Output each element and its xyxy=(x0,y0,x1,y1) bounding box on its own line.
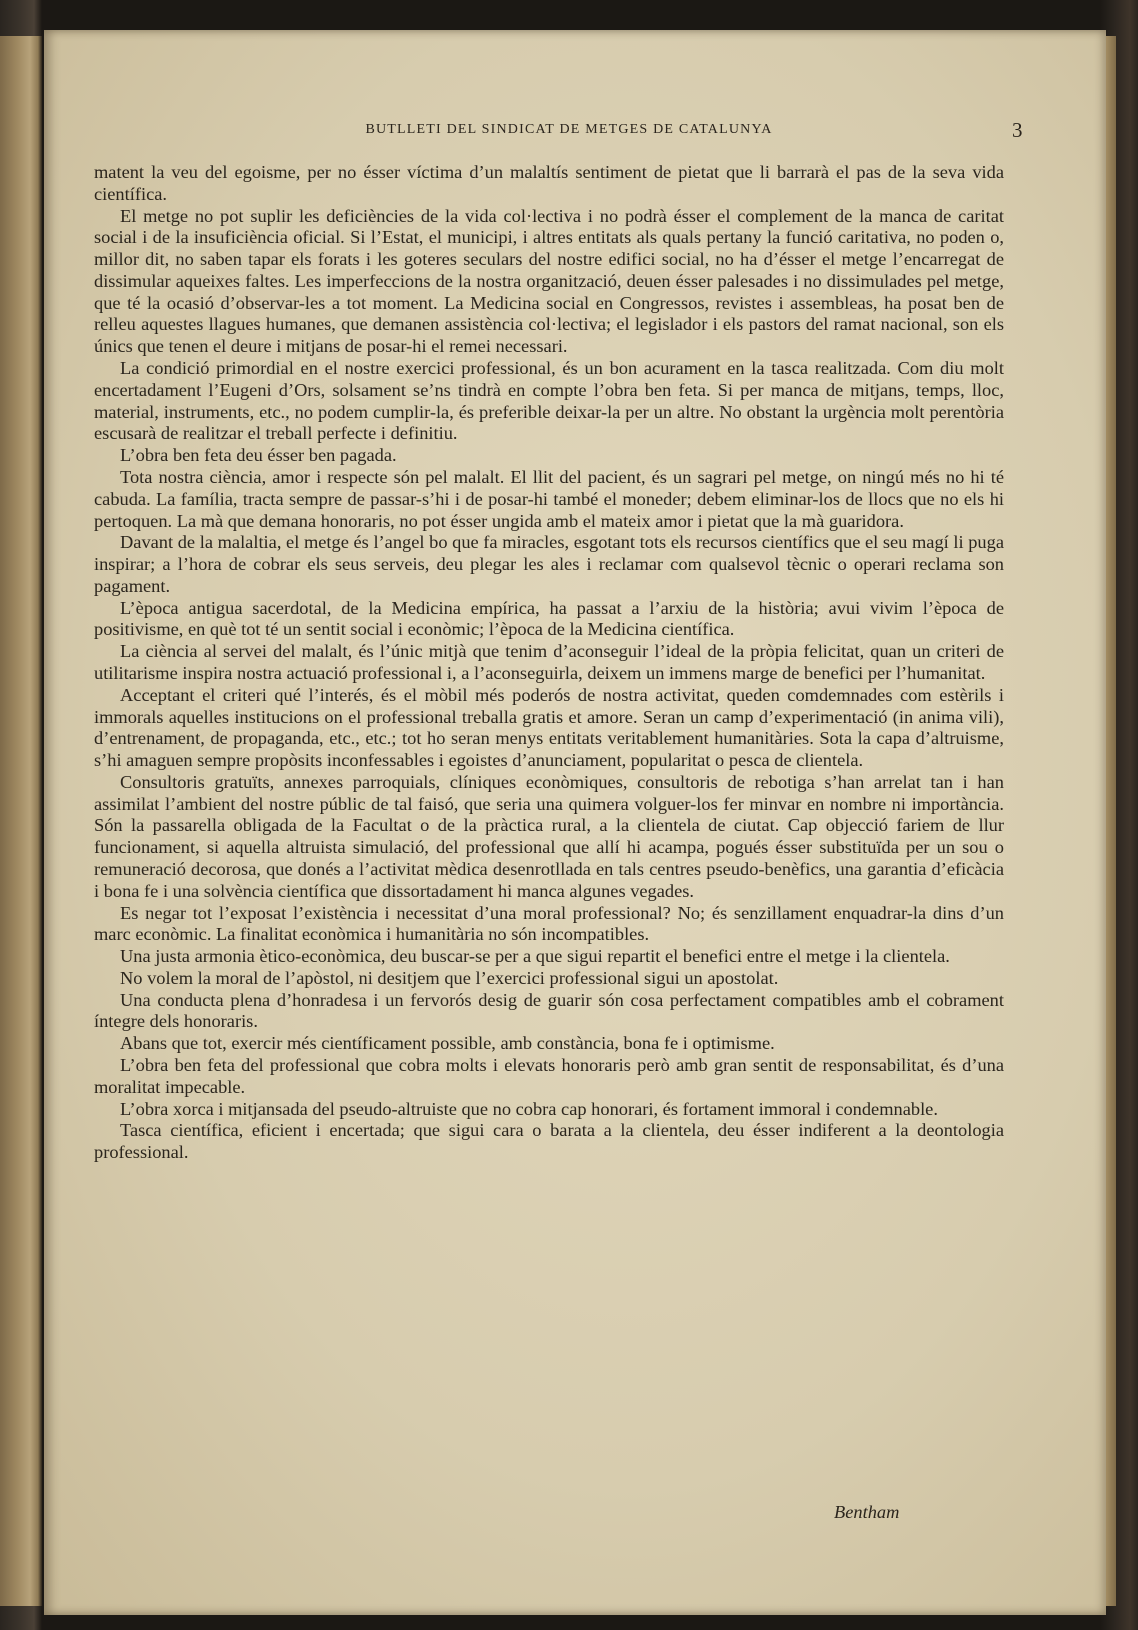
paragraph: Tasca científica, eficient i encertada; que sigui cara o barata a la clientela, deu ésser indiferent a la deontologia professional. xyxy=(94,1120,1004,1163)
paragraph: El metge no pot suplir les deficiències de la vida col·lectiva i no podrà ésser el complement de la manca de caritat social i de la insuficiència oficial. Si l’Estat, el municipi, i altres entitats als quals pertany la funció caritativa, no poden o, millor dit, no saben tapar els forats i les goteres seculars del nostre edifici social, no ha d’ésser el metge l’encarregat de dissimular aqueixes faltes. Les imperfeccions de la nostra organització, deuen ésser palesades i no dissimulades pel metge, que té la ocasió d’observar-les a tot moment. La Medicina social en Congressos, revistes i assembleas, ha posat ben de relleu aquestes llagues humanes, que demanen assistència col·lectiva; el legislador i els pastors del ramat nacional, son els únics que tenen el deure i mitjans de posar-hi el remei necessari. xyxy=(94,205,1004,357)
paragraph: L’obra ben feta del professional que cobra molts i elevats honoraris però amb gran sentit de responsabilitat, és d’una moralitat impecable. xyxy=(94,1055,1004,1097)
paragraph: Davant de la malaltia, el metge és l’angel bo que fa miracles, esgotant tots els recursos científics que el seu magí li puga inspirar; a l’hora de cobrar els seus serveis, deu plegar les ales i reclamar com qualsevol tècnic o operari reclama son pagament. xyxy=(94,532,1004,596)
paragraph: Una conducta plena d’honradesa i un fervorós desig de guarir són cosa perfectament compatibles amb el cobrament íntegre dels honoraris. xyxy=(94,989,1004,1032)
paragraph: Consultoris gratuïts, annexes parroquials, clíniques econòmiques, consultoris de rebotiga s’han arrelat tan i han assimilat l’ambient del nostre públic de tal faisó, que seria una quimera volguer-los fer minvar en nombre ni importància. Són la passarella obligada de la Facultat o de la pràctica rural, a la clientela de ciutat. Cap objecció fariem de llur funcionament, si aquella altruista simulació, del professional que allí hi acampa, pogués ésser substituïda per un sou o remuneració decorosa, que donés a l’activitat mèdica desenrotllada en tals centres pseudo-benèfics, una garantia d’eficàcia i bona fe i una solvència científica que dissortadament hi manca algunes vegades. xyxy=(94,771,1004,901)
paragraph: Es negar tot l’exposat l’existència i necessitat d’una moral professional? No; és senzillament enquadrar-la dins d’un marc econòmic. La finalitat econòmica i humanitària no són incompatibles. xyxy=(94,902,1004,945)
paragraph: L’època antigua sacerdotal, de la Medicina empírica, ha passat a l’arxiu de la història; avui vivim l’època de positivisme, en què tot té un sentit social i econòmic; l’època de la Medicina científica. xyxy=(94,597,1004,640)
paragraph: La ciència al servei del malalt, és l’únic mitjà que tenim d’aconseguir l’ideal de la pròpia felicitat, quan un criteri de utilitarisme inspira nostra actuació professional i, a l’aconseguirla, deixem un immens marge de benefici per l’humanitat. xyxy=(94,641,1004,683)
paragraph: Una justa armonia ètico-econòmica, deu buscar-se per a que sigui repartit el benefici entre el metge i la clientela. xyxy=(120,946,950,967)
book-page xyxy=(44,30,1106,1615)
paragraph: No volem la moral de l’apòstol, ni desitjem que l’exercici professional sigui un apostolat. xyxy=(120,967,779,988)
page-header xyxy=(44,115,1106,145)
author-signature: Bentham xyxy=(834,1502,900,1522)
paragraph: La condició primordial en el nostre exercici professional, és un bon acurament en la tasca realitzada. Com diu molt encertadament l’Eugeni d’Ors, solsament se’ns tindrà en compte l’obra ben feta. Si per manca de mitjans, temps, lloc, material, instruments, etc., no podem cumplir-la, és preferible deixar-la per un altre. No obstant la urgència molt perentòria escusarà de realitzar el treball perfecte i definitiu. xyxy=(94,358,1004,444)
running-title: BUTLLETI DEL SINDICAT DE METGES DE CATALUNYA xyxy=(365,122,773,137)
paragraph: Abans que tot, exercir més científicament possible, amb constància, bona fe i optimisme. xyxy=(120,1033,775,1054)
previous-page-edge xyxy=(0,36,42,1606)
page-stack-edge xyxy=(1106,36,1116,1606)
page-number: 3 xyxy=(1012,118,1023,142)
paragraph: matent la veu del egoisme, per no ésser víctima d’un malaltís sentiment de pietat que li barrarà el pas de la seva vida científica. xyxy=(94,162,1004,204)
paragraph: L’obra ben feta deu ésser ben pagada. xyxy=(120,445,397,466)
paragraph: Acceptant el criteri qué l’interés, és el mòbil més poderós de nostra activitat, queden comdemnades com estèrils i immorals aquelles institucions on el professional treballa gratis et amore. Seran un camp d’experimentació (in anima vili), d’entrenament, de propaganda, etc., etc.; tot ho seran menys entitats veritablement humanitàries. Sota la capa d’altruisme, s’hi amaguen sempre propòsits inconfessables i egoistes d’anunciament, popularitat o pesca de clientela. xyxy=(94,684,1004,771)
paragraph: Tota nostra ciència, amor i respecte són pel malalt. El llit del pacient, és un sagrari pel metge, on ningú més no hi té cabuda. La família, tracta sempre de passar-s’hi i de posar-hi també el moneder; debem eliminar-los de llocs que no els hi pertoquen. La mà que demana honoraris, no pot ésser ungida amb el mateix amor i pietat que la mà guaridora. xyxy=(94,466,1004,531)
paragraph: L’obra xorca i mitjansada del pseudo-altruiste que no cobra cap honorari, és fortament immoral i condemnable. xyxy=(120,1098,938,1119)
article-body xyxy=(94,162,1004,1164)
